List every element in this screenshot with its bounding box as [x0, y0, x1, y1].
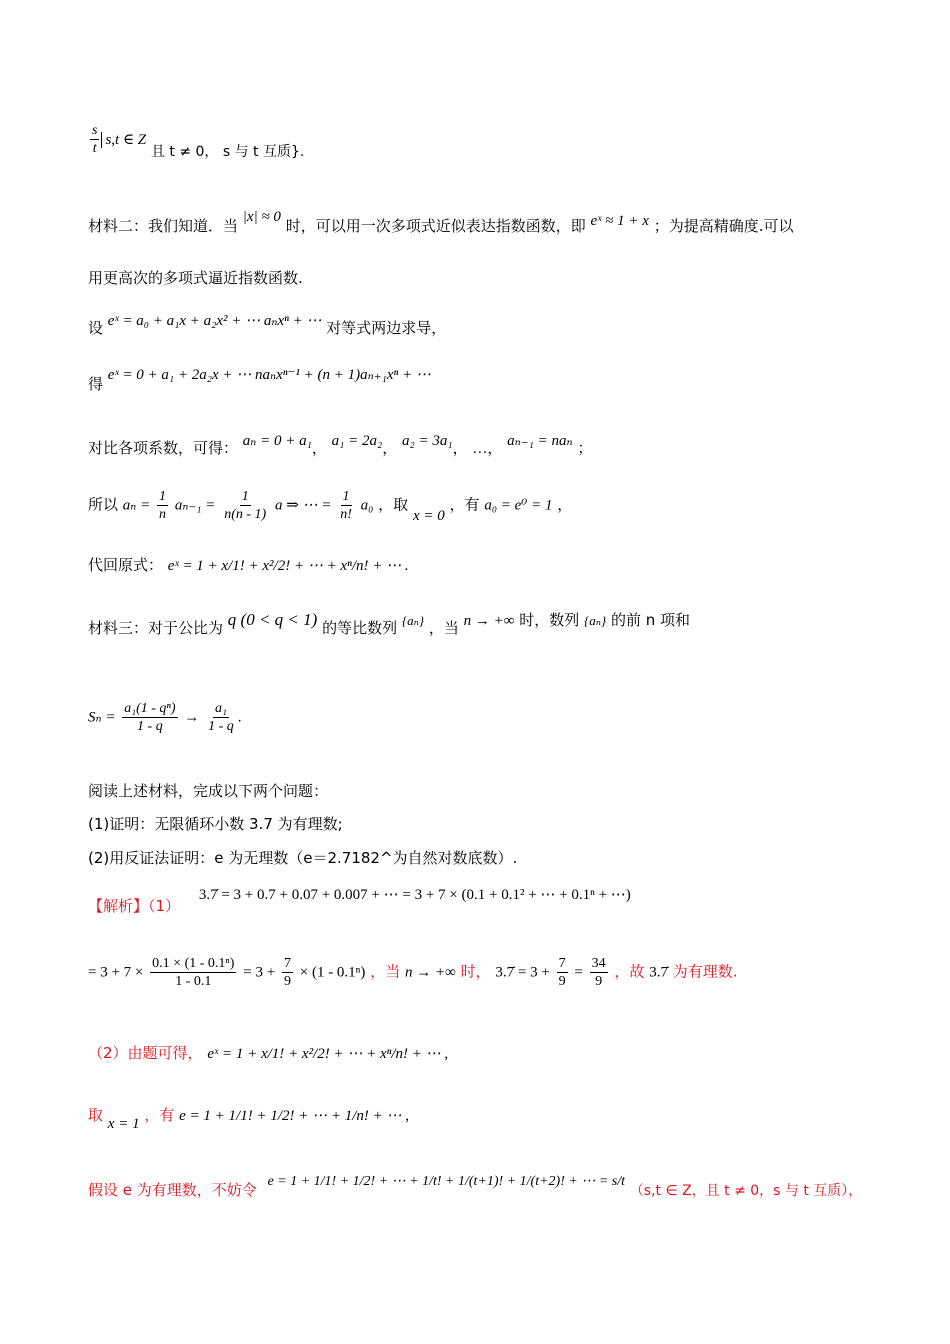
thirty-four-ninths: $\frac{34}{9}$: [591, 956, 606, 989]
sum-fraction: $\frac{\text{a₁(1 - qⁿ)}}{1 - q}$: [124, 701, 176, 734]
set-definition: [88, 122, 305, 160]
coef-eq3: a₂ = 3a₁: [402, 433, 453, 449]
coef-eq2: a₁ = 2a₂: [331, 433, 383, 449]
geometric-fraction: $\frac{\text{0.1 × (1 - 0.1ⁿ)}}{1 - 0.1}$: [152, 956, 235, 989]
series-equation: eˣ = a₀ + a₁x + a₂x² + ⋯ aₙxⁿ + ⋯: [107, 313, 322, 329]
material2-substitution: 代回原式： eˣ = 1 + x/1! + x²/2! + ⋯ + xⁿ/n! + ⋯ .: [88, 556, 409, 574]
set-condition: s,t ∈ Z: [101, 132, 146, 148]
seven-ninths: $\frac{7}{9}$: [283, 956, 291, 989]
questions-intro: 阅读上述材料，完成以下两个问题：: [88, 782, 329, 800]
linear-approx: eˣ ≈ 1 + x: [590, 213, 649, 229]
coef-eq4: aₙ₋₁ = naₙ: [507, 433, 573, 449]
material2-derivative: 得 eˣ = 0 + a₁ + 2a₂x + ⋯ naₙxⁿ⁻¹ + (n + 1)aₙ₊₁xⁿ + ⋯: [88, 367, 431, 393]
material2-coefficients: 对比各项系数，可得： aₙ = 0 + a₁， a₁ = 2a₂， a₂ = 3a₁， …， aₙ₋₁ = naₙ ；: [88, 433, 593, 457]
e-rational-assumption: e = 1 + 1/1! + 1/2! + ⋯ + 1/t! + 1/(t+1)! + 1/(t+2)! + ⋯ = s/t: [267, 1174, 625, 1189]
question-1: (1)证明：无限循环小数 3.7 为有理数;: [88, 815, 343, 833]
limit-fraction: $\frac{\text{a₁}}{1 - q}$: [208, 701, 234, 734]
exp-series: eˣ = 1 + x/1! + x²/2! + ⋯ + xⁿ/n! + ⋯ ,: [207, 1046, 449, 1062]
set-fraction: $\frac{s}{t}$: [92, 123, 98, 156]
material2-para2: 用更高次的多项式逼近指数函数.: [88, 269, 303, 287]
solution-part2-line1: （2）由题可得， eˣ = 1 + x/1! + x²/2! + ⋯ + xⁿ/n! + ⋯ ,: [88, 1044, 449, 1062]
material2-series-def: 设 eˣ = a₀ + a₁x + a₂x² + ⋯ aₙxⁿ + ⋯ 对等式两边求导，: [88, 313, 447, 337]
recurrence-frac2: $\frac{1}{n(n - 1)}$: [224, 489, 267, 522]
recurrence-frac1: $\frac{1}{n}$: [159, 489, 167, 522]
taylor-series: eˣ = 1 + x/1! + x²/2! + ⋯ + xⁿ/n! + ⋯ .: [167, 558, 409, 574]
e-series: e = 1 + 1/1! + 1/2! + ⋯ + 1/n! + ⋯ ,: [179, 1108, 410, 1124]
ratio-condition: q (0 < q < 1): [227, 610, 318, 629]
question-2: (2)用反证法证明：e 为无理数（e＝2.7182^为自然对数底数）.: [88, 849, 518, 867]
solution-part2-line3: 假设 e 为有理数，不妨令 e = 1 + 1/1! + 1/2! + ⋯ + 1/t! + 1/(t+1)! + 1/(t+2)! + ⋯ = s/t （s,t ∈ Z，且 t ≠ 0，s 与 t 互质），: [88, 1174, 863, 1199]
geometric-sum: Sₙ = $\frac{\text{a₁(1 - qⁿ)}}{1 - q}$ → $\frac{\text{a₁}}{1 - q}$ .: [88, 701, 242, 734]
solution-line2: = 3 + 7 × $\frac{\text{0.1 × (1 - 0.1ⁿ)}}{1 - 0.1}$ = 3 + $\frac{7}{9}$ × (1 - 0.1ⁿ) ，当 n → +∞ 时， 3.7̇ = 3 + $\frac{7}{9}$ = $\frac{34}{9}$ ，故 3.7̇ 为有理数.: [88, 956, 738, 989]
coef-eq1: aₙ = 0 + a₁: [242, 433, 312, 449]
material3-para: 材料三：对于公比为 q (0 < q < 1) 的等比数列 {aₙ} ，当 n → +∞ 时，数列 {aₙ} 的前 n 项和: [88, 610, 691, 637]
repeating-decimal-expansion: 3.7̇ = 3 + 0.7 + 0.07 + 0.007 + ⋯ = 3 + 7 × (0.1 + 0.1² + ⋯ + 0.1ⁿ + ⋯): [198, 887, 631, 903]
solution-label: 【解析】（1）: [88, 897, 181, 915]
material2-para1: 材料二：我们知道．当 |x| ≈ 0 时，可以用一次多项式近似表达指数函数，即 eˣ ≈ 1 + x ；为提高精确度.可以: [88, 209, 794, 235]
derivative-equation: eˣ = 0 + a₁ + 2a₂x + ⋯ naₙxⁿ⁻¹ + (n + 1)aₙ₊₁xⁿ + ⋯: [107, 367, 431, 383]
set-condition-text: 且 t ≠ 0， s 与 t 互质}.: [150, 143, 305, 160]
solution-line1: [88, 884, 631, 915]
material2-recurrence: 所以 aₙ = $\frac{1}{n}$ aₙ₋₁ = $\frac{1}{n(n - 1)}$ a ⇒ ⋯ = $\frac{1}{n!}$ a₀ ，取 x = 0 ，有 a₀ = e⁰ = 1 ，: [88, 489, 573, 524]
recurrence-frac3: $\frac{1}{n!}$: [340, 489, 352, 522]
approx-condition: |x| ≈ 0: [242, 209, 281, 225]
solution-part2-line2: 取 x = 1 ，有 e = 1 + 1/1! + 1/2! + ⋯ + 1/n! + ⋯ ,: [88, 1106, 410, 1132]
seven-ninths-2: $\frac{7}{9}$: [558, 956, 566, 989]
